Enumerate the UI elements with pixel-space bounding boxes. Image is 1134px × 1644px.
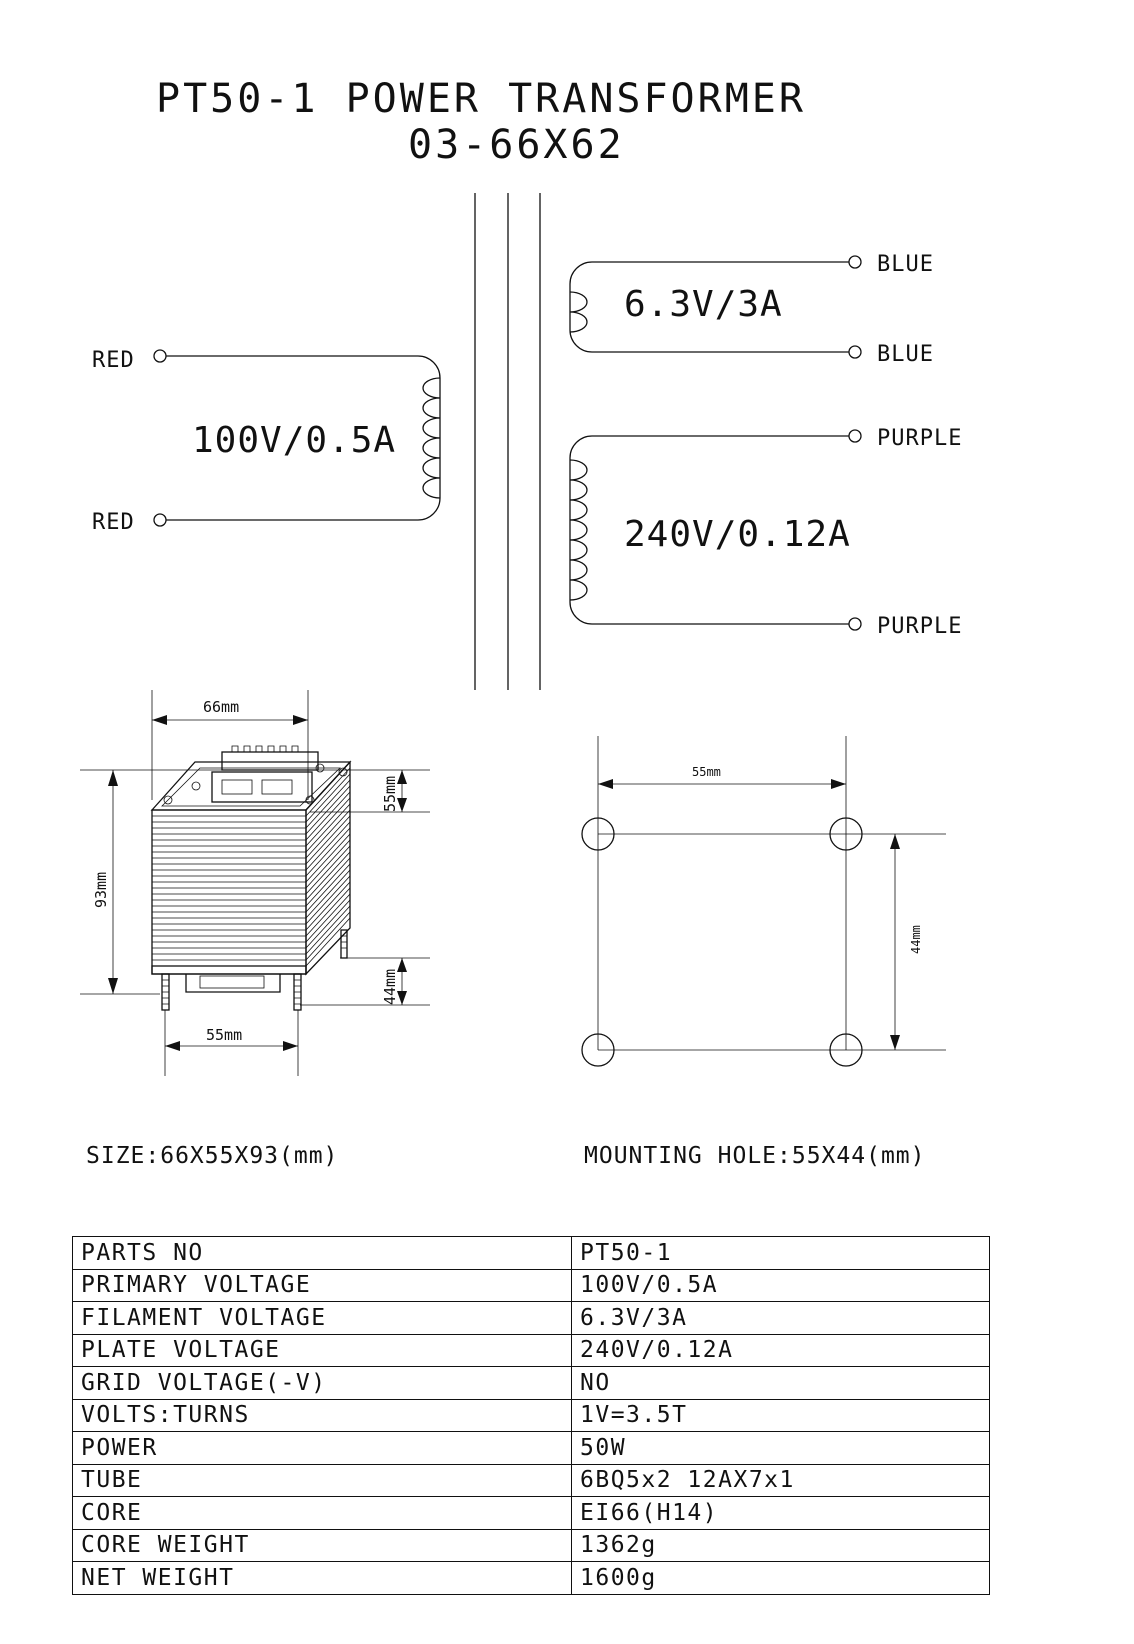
filament-rating: 6.3V/3A: [624, 284, 783, 325]
spec-value: NO: [572, 1367, 990, 1400]
spec-value: 1362g: [572, 1529, 990, 1562]
mounting-horizontal-label: 55mm: [692, 765, 721, 779]
spec-key: FILAMENT VOLTAGE: [73, 1302, 572, 1335]
spec-key: VOLTS:TURNS: [73, 1399, 572, 1432]
spec-value: EI66(H14): [572, 1497, 990, 1530]
spec-key: GRID VOLTAGE(-V): [73, 1367, 572, 1400]
primary-bottom-lead-label: RED: [92, 510, 135, 535]
plate-top-lead-label: PURPLE: [877, 426, 963, 451]
title-line-2: 03-66X62: [408, 122, 625, 168]
height-dimension-label: 93mm: [92, 871, 110, 908]
primary-rating: 100V/0.5A: [192, 420, 397, 461]
spec-key: CORE WEIGHT: [73, 1529, 572, 1562]
title-line-1: PT50-1 POWER TRANSFORMER: [156, 76, 806, 122]
table-row: [73, 1497, 990, 1530]
primary-top-lead-label: RED: [92, 348, 135, 373]
spec-key: POWER: [73, 1432, 572, 1465]
spec-value: 50W: [572, 1432, 990, 1465]
spec-value: 6.3V/3A: [572, 1302, 990, 1335]
spec-key: PRIMARY VOLTAGE: [73, 1269, 572, 1302]
spec-key: PLATE VOLTAGE: [73, 1334, 572, 1367]
top-terminal-dimension-label: 55mm: [381, 775, 399, 812]
table-row: [73, 1237, 990, 1270]
table-row: [73, 1432, 990, 1465]
primary-bottom-terminal: [154, 514, 166, 526]
spec-value: 6BQ5x2 12AX7x1: [572, 1464, 990, 1497]
spec-key: CORE: [73, 1497, 572, 1530]
table-row: [73, 1269, 990, 1302]
specifications-table: [72, 1236, 990, 1595]
table-row: [73, 1464, 990, 1497]
spec-key: TUBE: [73, 1464, 572, 1497]
filament-top-lead-label: BLUE: [877, 252, 934, 277]
table-row: [73, 1529, 990, 1562]
size-caption: SIZE:66X55X93(mm): [86, 1143, 339, 1169]
mounting-hole-drawing: [582, 736, 946, 1066]
mounting-vertical-label: 44mm: [909, 925, 923, 954]
spec-value: 240V/0.12A: [572, 1334, 990, 1367]
mounting-caption: MOUNTING HOLE:55X44(mm): [584, 1143, 926, 1169]
plate-bottom-terminal: [849, 618, 861, 630]
table-row: [73, 1562, 990, 1595]
table-row: [73, 1399, 990, 1432]
plate-rating: 240V/0.12A: [624, 514, 851, 555]
transformer-core: [475, 193, 540, 690]
spec-key: NET WEIGHT: [73, 1562, 572, 1595]
spec-value: PT50-1: [572, 1237, 990, 1270]
plate-top-terminal: [849, 430, 861, 442]
table-row: [73, 1334, 990, 1367]
spec-value: 1600g: [572, 1562, 990, 1595]
width-dimension-label: 66mm: [203, 698, 240, 716]
transformer-body-drawing: [152, 746, 350, 1010]
spec-key: PARTS NO: [73, 1237, 572, 1270]
body-dimensions: [80, 690, 430, 1076]
filament-top-terminal: [849, 256, 861, 268]
filament-bottom-terminal: [849, 346, 861, 358]
filament-bottom-lead-label: BLUE: [877, 342, 934, 367]
bottom-terminal-dimension-label: 44mm: [381, 968, 399, 1005]
table-row: [73, 1367, 990, 1400]
table-row: [73, 1302, 990, 1335]
primary-top-terminal: [154, 350, 166, 362]
plate-bottom-lead-label: PURPLE: [877, 614, 963, 639]
spec-value: 1V=3.5T: [572, 1399, 990, 1432]
foot-spacing-dimension-label: 55mm: [206, 1026, 243, 1044]
spec-value: 100V/0.5A: [572, 1269, 990, 1302]
